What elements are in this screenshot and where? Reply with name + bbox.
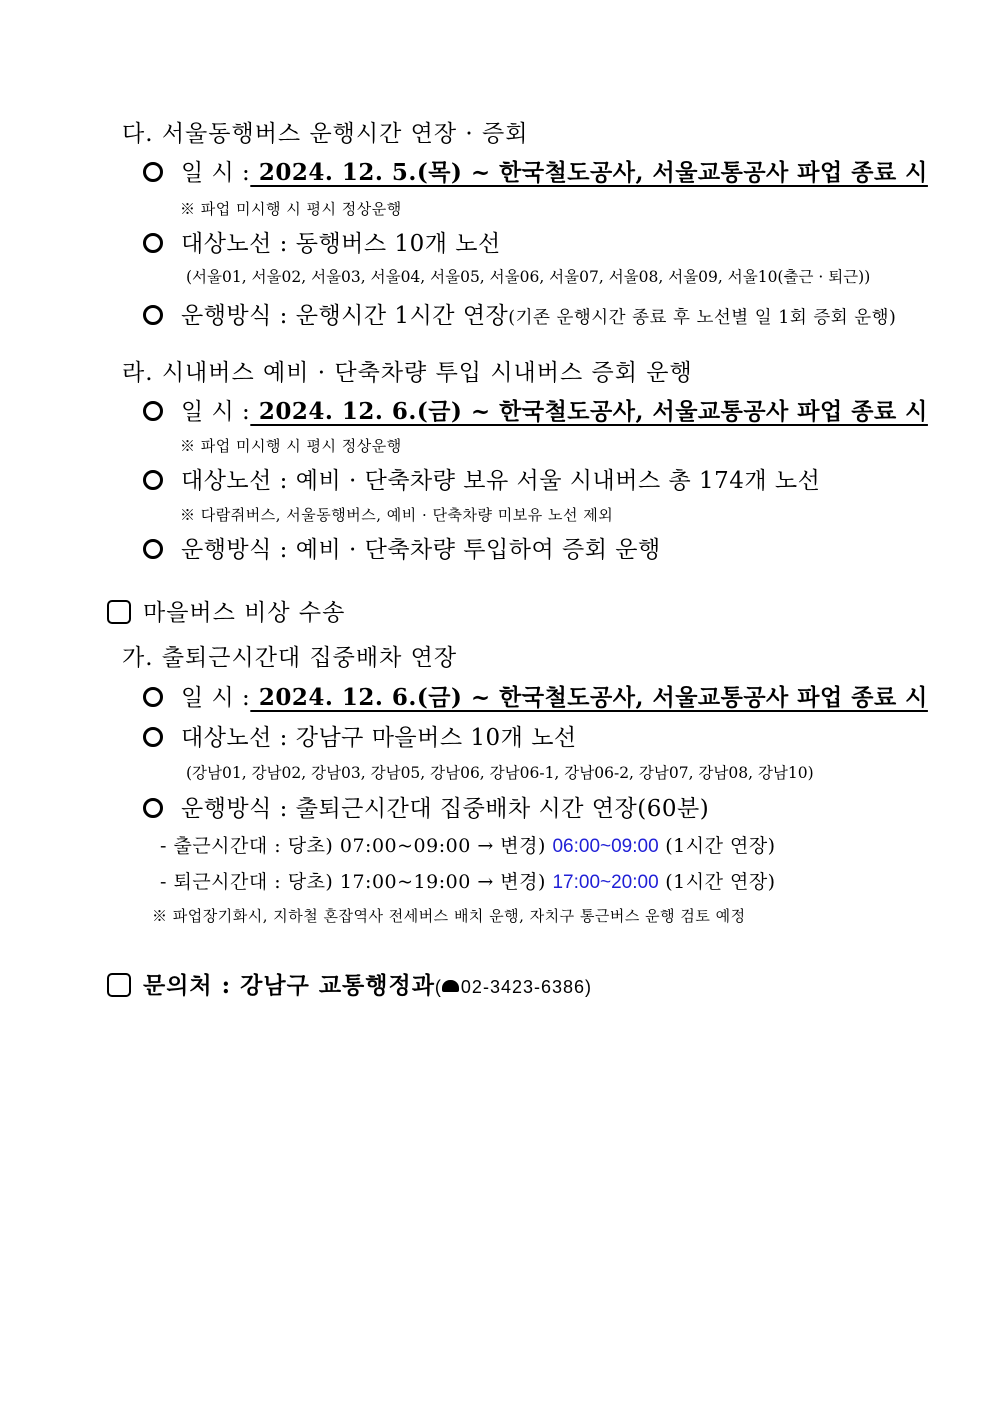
village-bus-subheading: 가. 출퇴근시간대 집중배차 연장 bbox=[122, 645, 458, 671]
village-bus-title-text: 마을버스 비상 수송 bbox=[143, 600, 346, 626]
open-paren: ( bbox=[434, 977, 442, 997]
method-value: 출퇴근시간대 집중배차 시간 연장(60분) bbox=[295, 796, 710, 822]
routes-label: 대상노선 : bbox=[181, 725, 296, 751]
section-da-routes bbox=[143, 225, 501, 258]
circle-bullet-icon bbox=[143, 539, 163, 559]
village-bus-routes bbox=[143, 719, 577, 752]
section-ra-date bbox=[143, 393, 928, 426]
routes-value: 동행버스 10개 노선 bbox=[295, 231, 501, 257]
village-bus-date bbox=[143, 679, 928, 712]
section-ra-routes-note: ※ 다람쥐버스, 서울동행버스, 예비 · 단축차량 미보유 노선 제외 bbox=[180, 506, 614, 524]
date-value: 2024. 12. 6.(금) ~ 한국철도공사, 서울교통공사 파업 종료 시 bbox=[250, 398, 928, 425]
circle-bullet-icon bbox=[143, 727, 163, 747]
date-label: 일 시 : bbox=[181, 685, 251, 711]
method-label: 운행방식 : bbox=[181, 303, 296, 329]
section-da-routes-note: (서울01, 서울02, 서울03, 서울04, 서울05, 서울06, 서울07, 서울08, 서울09, 서울10(출근 · 퇴근)) bbox=[186, 268, 871, 286]
square-box-icon bbox=[107, 973, 131, 997]
section-ra-routes bbox=[143, 462, 820, 495]
method-value: 예비 · 단축차량 투입하여 증회 운행 bbox=[295, 537, 661, 563]
pm-rush-hour bbox=[160, 867, 776, 894]
section-da-date-note: ※ 파업 미시행 시 평시 정상운행 bbox=[180, 200, 402, 218]
close-paren: ) bbox=[585, 977, 593, 997]
circle-bullet-icon bbox=[143, 798, 163, 818]
circle-bullet-icon bbox=[143, 162, 163, 182]
village-bus-note: ※ 파업장기화시, 지하철 혼잡역사 전세버스 배치 운행, 자치구 통근버스 운행 검토 예정 bbox=[152, 907, 746, 925]
section-da-heading: 다. 서울동행버스 운행시간 연장 · 증회 bbox=[122, 121, 529, 147]
pm-suffix: (1시간 연장) bbox=[658, 871, 776, 893]
am-prefix: - 출근시간대 : 당초) 07:00~09:00 → 변경) bbox=[160, 835, 553, 857]
section-da-method bbox=[143, 297, 896, 330]
circle-bullet-icon bbox=[143, 687, 163, 707]
pm-prefix: - 퇴근시간대 : 당초) 17:00~19:00 → 변경) bbox=[160, 871, 553, 893]
circle-bullet-icon bbox=[143, 470, 163, 490]
village-bus-method bbox=[143, 790, 709, 823]
routes-value: 강남구 마을버스 10개 노선 bbox=[295, 725, 577, 751]
method-value: 운행시간 1시간 연장 bbox=[295, 303, 509, 329]
am-rush-hour bbox=[160, 831, 776, 858]
contact-phone: 02-3423-6386 bbox=[460, 977, 586, 997]
method-label: 운행방식 : bbox=[181, 537, 296, 563]
contact-phone-wrap bbox=[435, 977, 592, 997]
date-value: 2024. 12. 5.(목) ~ 한국철도공사, 서울교통공사 파업 종료 시 bbox=[250, 159, 928, 186]
contact-label: 문의처 : 강남구 교통행정과 bbox=[143, 972, 435, 999]
am-new-time: 06:00~09:00 bbox=[552, 836, 659, 857]
method-label: 운행방식 : bbox=[181, 796, 296, 822]
am-suffix: (1시간 연장) bbox=[658, 835, 776, 857]
routes-label: 대상노선 : bbox=[181, 231, 296, 257]
village-bus-routes-note: (강남01, 강남02, 강남03, 강남05, 강남06, 강남06-1, 강남06-2, 강남07, 강남08, 강남10) bbox=[186, 764, 814, 782]
contact-line bbox=[107, 967, 592, 1000]
square-box-icon bbox=[107, 600, 131, 624]
section-ra-method bbox=[143, 531, 661, 564]
routes-label: 대상노선 : bbox=[181, 468, 296, 494]
section-ra-heading: 라. 시내버스 예비 · 단축차량 투입 시내버스 증회 운행 bbox=[122, 360, 693, 386]
section-da-date bbox=[143, 154, 928, 187]
date-label: 일 시 : bbox=[181, 160, 251, 186]
method-detail: (기존 운행시간 종료 후 노선별 일 1회 증회 운행) bbox=[508, 308, 897, 328]
date-value: 2024. 12. 6.(금) ~ 한국철도공사, 서울교통공사 파업 종료 시 bbox=[250, 684, 928, 711]
circle-bullet-icon bbox=[143, 233, 163, 253]
section-ra-date-note: ※ 파업 미시행 시 평시 정상운행 bbox=[180, 437, 402, 455]
date-label: 일 시 : bbox=[181, 399, 251, 425]
telephone-icon bbox=[442, 980, 459, 992]
circle-bullet-icon bbox=[143, 401, 163, 421]
routes-value: 예비 · 단축차량 보유 서울 시내버스 총 174개 노선 bbox=[295, 468, 821, 494]
village-bus-title bbox=[107, 594, 345, 627]
circle-bullet-icon bbox=[143, 305, 163, 325]
pm-new-time: 17:00~20:00 bbox=[552, 872, 659, 893]
